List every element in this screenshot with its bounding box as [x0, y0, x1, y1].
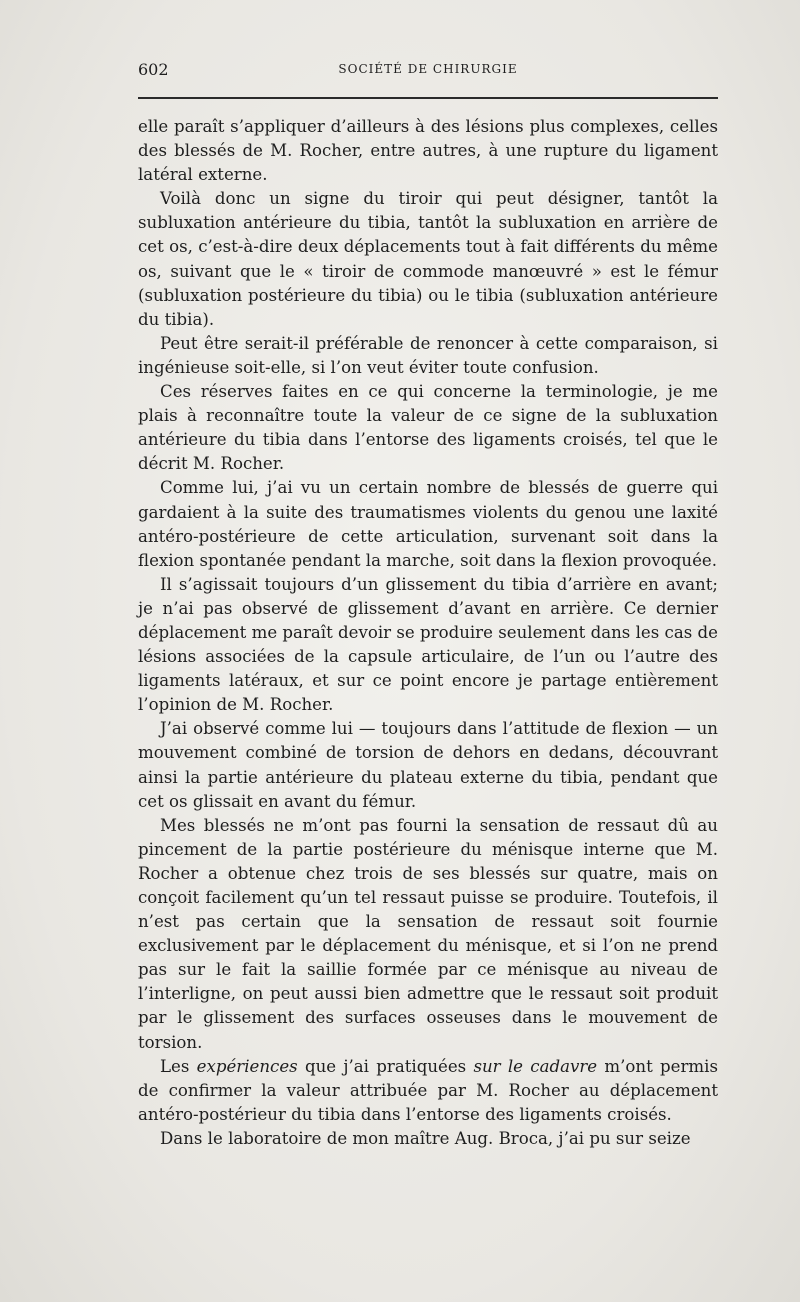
body-text: [138, 115, 718, 1151]
header-rule: [138, 97, 718, 99]
paragraph: Il s’agissait toujours d’un glissement du tibia d’arrière en avant; je n’ai pas observé de glissement d’avant en arrière. Ce dernier déplacement me paraît devoir se produire seulement dans les cas de lésions associées de la capsule articulaire, de l’un ou l’autre des ligaments latéraux, et sur ce point encore je partage entièrement l’opinion de M. Rocher.: [138, 574, 718, 715]
paragraph: Voilà donc un signe du tiroir qui peut désigner, tantôt la subluxation antérieure du tibia, tantôt la subluxation en arrière de cet os, c’est-à-dire deux déplacements tout à fait différents du même os, suivant que le « tiroir de commode manœuvré » est le fémur (subluxation postérieure du tibia) ou le tibia (subluxation antérieure du tibia).: [138, 189, 718, 329]
running-title: SOCIÉTÉ DE CHIRURGIE: [338, 62, 518, 76]
paragraph: [138, 1055, 718, 1127]
paragraph: Dans le laboratoire de mon maître Aug. Broca, j’ai pu sur seize: [160, 1128, 691, 1148]
page-header: [138, 60, 718, 84]
paragraph-text: Les: [160, 1056, 197, 1076]
paragraph: Ces réserves faites en ce qui concerne la terminologie, je me plais à reconnaître toute la valeur de ce signe de la subluxation antérieure du tibia dans l’entorse des ligaments croisés, tel que le décrit M. Rocher.: [138, 382, 718, 474]
italic-text: expériences: [196, 1056, 298, 1076]
paragraph: Peut être serait-il préférable de renoncer à cette comparaison, si ingénieuse soit-elle, si l’on veut éviter toute confusion.: [138, 333, 718, 377]
paragraph-text: m’ont permis de confirmer la valeur attribuée par M. Rocher au déplacement antéro-postérieur du tibia dans l’entorse des ligaments croisés.: [138, 1056, 718, 1124]
paragraph-text: que j’ai pratiquées: [297, 1056, 474, 1076]
paragraph: J’ai observé comme lui — toujours dans l’attitude de flexion — un mouvement combiné de torsion de dehors en dedans, découvrant ainsi la partie antérieure du plateau externe du tibia, pendant que cet os glissait en avant du fémur.: [138, 719, 718, 811]
italic-text: sur le cadavre: [473, 1056, 598, 1076]
paragraph: elle paraît s’appliquer d’ailleurs à des lésions plus complexes, celles des blessés de M. Rocher, entre autres, à une rupture du ligament latéral externe.: [138, 117, 718, 185]
paragraph: Comme lui, j’ai vu un certain nombre de blessés de guerre qui gardaient à la suite des traumatismes violents du genou une laxité antéro-postérieure de cette articulation, survenant soit dans la flexion spontanée pendant la marche, soit dans la flexion provoquée.: [138, 478, 718, 570]
page-number: 602: [138, 60, 169, 79]
paragraph: Mes blessés ne m’ont pas fourni la sensation de ressaut dû au pincement de la partie postérieure du ménisque interne que M. Rocher a obtenue chez trois de ses blessés sur quatre, mais on conçoit facilement qu’un tel ressaut puisse se produire. Toutefois, il n’est pas certain que la sensation de ressaut soit fournie exclusivement par le déplacement du ménisque, et si l’on ne prend pas sur le fait la saillie formée par ce ménisque au niveau de l’interligne, on peut aussi bien admettre que le ressaut soit produit par le glissement des surfaces osseuses dans le mouvement de torsion.: [138, 815, 718, 1052]
